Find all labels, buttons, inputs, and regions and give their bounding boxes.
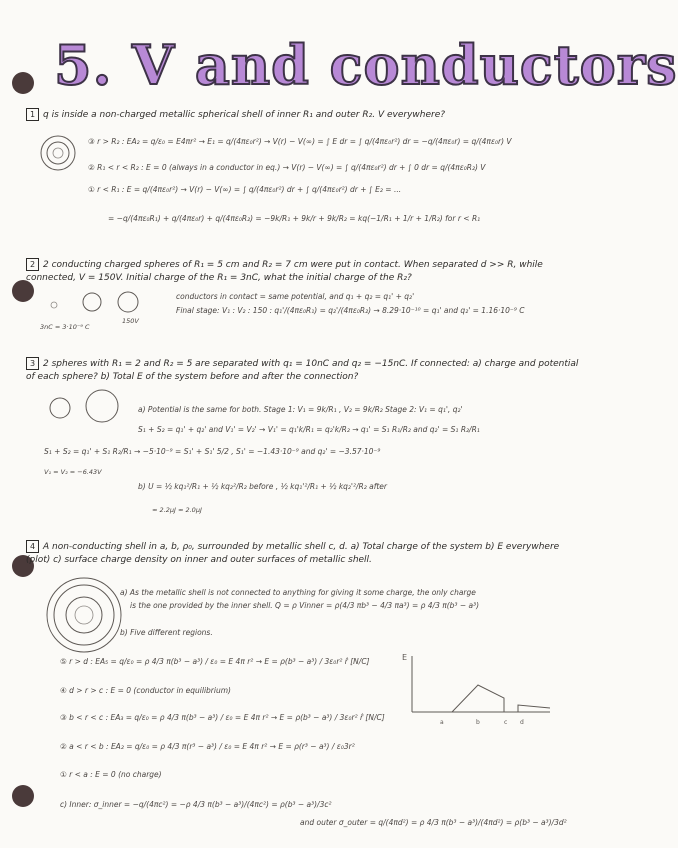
question-text: A non-conducting shell in a, b, ρ₀, surrounded by metallic shell c, d. a) Total charge of the system b) E everywhere (plot) c) surface charge density on inner and outer surfaces of metallic shell. [26,542,560,565]
q4-line: ⑤ r > d : EA₅ = q/ε₀ = ρ 4/3 π(b³ − a³) / ε₀ = E 4π r² → E = ρ(b³ − a³) / 3ε₀r² r̂ [N/C] [60,657,370,666]
q1-line: ③ r > R₂ : EA₂ = q/ε₀ = E4πr² → E₁ = q/(4πε₀r²) → V(r) − V(∞) = ∫ E dr = ∫ q/(4πε₀r²) dr = −q/(4πε₀r) = q/(4πε₀r) V [88,137,512,146]
question-text: q is inside a non-charged metallic spherical shell of inner R₁ and outer R₂. V everywhere? [43,110,446,120]
question-number: 1 [26,108,39,121]
q2-line: 3nC = 3·10⁻⁹ C [40,323,90,331]
plot-tick-label: a [440,719,444,726]
question-text: 2 conducting charged spheres of R₁ = 5 cm and R₂ = 7 cm were put in contact. When separated d >> R, while connected, V = 150V. Initial charge of the R₁ = 3nC, what the initial charge of the R₂? [26,260,543,283]
q3-line: b) U = ½ kq₁²/R₁ + ½ kq₂²/R₂ before , ½ kq₁'²/R₁ + ½ kq₂'²/R₂ after [138,482,387,491]
plot-tick-label: b [476,719,480,726]
q4-line: c) Inner: σ_inner = −q/(4πc²) = −ρ 4/3 π(b³ − a³)/(4πc²) = ρ(b³ − a³)/3c² [60,800,332,809]
q1-line: ① r < R₁ : E = q/(4πε₀r²) → V(r) − V(∞) = ∫ q/(4πε₀r²) dr + ∫ q/(4πε₀r²) dr + ∫ E₂ = ... [88,185,402,194]
question-4 [26,540,586,567]
q4-line: ④ d > r > c : E = 0 (conductor in equilibrium) [60,686,231,695]
q1-line: ② R₁ < r < R₂ : E = 0 (always in a conductor in eq.) → V(r) − V(∞) = ∫ q/(4πε₀r²) dr + ∫ 0 dr = q/(4πε₀R₂) V [88,163,486,172]
q2-line: conductors in contact = same potential, and q₁ + q₂ = q₁' + q₂' [176,292,415,301]
q4-line: ② a < r < b : EA₂ = q/ε₀ = ρ 4/3 π(r³ − a³) / ε₀ = E 4π r² → E = ρ(r³ − a³) / ε₀3r² [60,742,355,751]
question-number: 3 [26,357,39,370]
page-title: 5. V and conductors [54,33,678,97]
q4-line: and outer σ_outer = q/(4πd²) = ρ 4/3 π(b³ − a³)/(4πd²) = ρ(b³ − a³)/3d² [300,818,567,827]
punch-hole [12,785,34,807]
question-text: 2 spheres with R₁ = 2 and R₂ = 5 are separated with q₁ = 10nC and q₂ = −15nC. If connected: a) charge and potential of each sphere? b) Total E of the system before and after the connection? [26,359,579,382]
q3-line: S₁ + S₂ = q₁' + S₁ R₂/R₁ → −5·10⁻⁹ = S₁' + S₁' 5/2 , S₁' = −1.43·10⁻⁹ and q₂' = −3.57·10⁻⁹ [44,447,381,456]
question-number: 2 [26,258,39,271]
e-field-plot [400,650,560,740]
q2-line: Final stage: V₁ : V₂ : 150 : q₁'/(4πε₀R₁) = q₂'/(4πε₀R₂) → 8.29·10⁻¹⁰ = q₁' and q₂' = 1.16·10⁻⁹ C [176,306,525,315]
q3-line: ≈ 2.2μJ ≈ 2.0μJ [152,506,202,514]
q4-line: a) As the metallic shell is not connected to anything for giving it some charge, the only charge [120,588,476,597]
spherical-shell-sketch [38,133,78,173]
question-1 [26,108,586,122]
q3-line: V₁ = V₂ = −6.43V [44,468,102,476]
plot-tick-label: d [520,719,524,726]
plot-tick-label: c [504,719,508,726]
q4-line: b) Five different regions. [120,628,213,637]
q3-line: S₁ + S₂ = q₁' + q₂' and V₁' = V₂' → V₁' = q₁'k/R₁ = q₂'k/R₂ → q₁' = S₁ R₁/R₂ and q₂' = S₁ R₂/R₁ [138,425,480,434]
plot-axis-label: E [402,653,408,662]
q4-line: ③ b < r < c : EA₃ = q/ε₀ = ρ 4/3 π(b³ − a³) / ε₀ = E 4π r² → E = ρ(b³ − a³) / 3ε₀r² r̂ [N/C] [60,713,385,722]
q2-line: 150V [122,317,139,325]
punch-hole [12,72,34,94]
two-spheres-sketch [40,390,130,430]
q1-line: = −q/(4πε₀R₁) + q/(4πε₀r) + q/(4πε₀R₂) = −9k/R₁ + 9k/r + 9k/R₂ = kq(−1/R₁ + 1/r + 1/R₂) for r < R₁ [108,214,481,223]
question-2 [26,258,586,285]
question-number: 4 [26,540,39,553]
concentric-shells-sketch [44,575,124,655]
q3-line: a) Potential is the same for both. Stage 1: V₁ = 9k/R₁ , V₂ = 9k/R₂ Stage 2: V₁ = q₁', q₂' [138,405,463,414]
q4-line: is the one provided by the inner shell. Q = ρ Vinner = ρ(4/3 πb³ − 4/3 πa³) = ρ 4/3 π(b³ − a³) [130,601,480,610]
q4-line: ① r < a : E = 0 (no charge) [60,770,162,779]
question-3 [26,357,586,384]
